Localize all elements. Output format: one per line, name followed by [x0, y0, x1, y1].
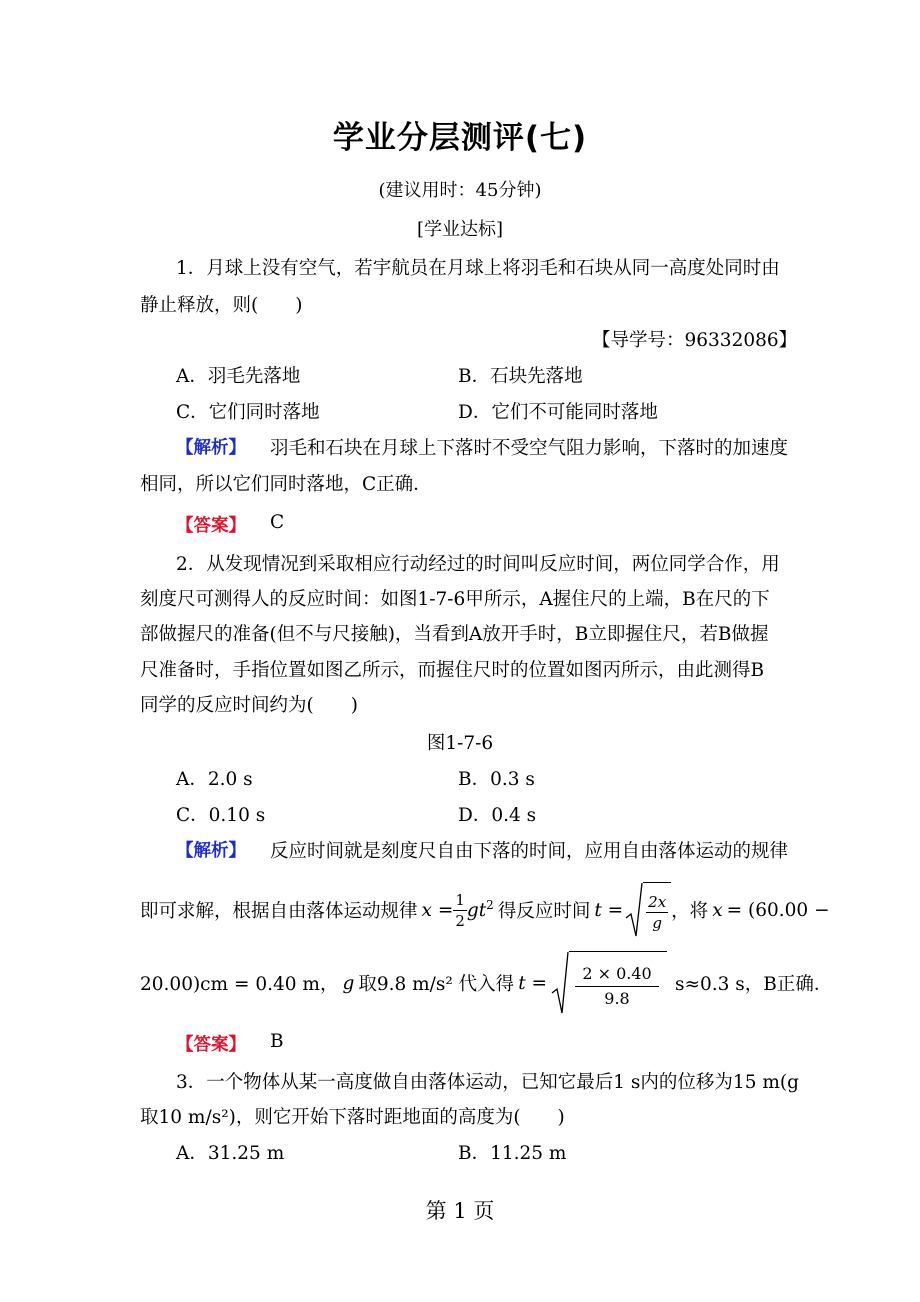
- q2-option-b: B．0.3 s: [458, 769, 535, 790]
- radical-sign-icon: [551, 951, 569, 1015]
- analysis-text: s≈0.3 s，B正确．: [675, 974, 833, 995]
- q2-answer: B: [270, 1031, 284, 1052]
- q1-stem-line1: 1．月球上没有空气，若宇航员在月球上将羽毛和石块从同一高度处同时由: [176, 258, 780, 279]
- q3-option-a: A．31.25 m: [176, 1143, 285, 1164]
- q3-stem-line2: 取10 m/s²)，则它开始下落时距地面的高度为( ): [140, 1107, 565, 1128]
- q3-option-b: B．11.25 m: [458, 1143, 567, 1164]
- q1-analysis-line1: 羽毛和石块在月球上下落时不受空气阻力影响，下落时的加速度: [270, 438, 789, 459]
- analysis-label-text: 【解析】: [176, 438, 246, 458]
- q1-analysis-label: [176, 434, 246, 459]
- answer-label-text: 【答案】: [176, 1035, 246, 1055]
- q2-stem-line2: 刻度尺可测得人的反应时间：如图1-7-6甲所示，A握住尺的上端，B在尺的下: [140, 589, 770, 610]
- q1-option-d: D．它们不可能同时落地: [458, 402, 658, 423]
- q2-analysis-label: [176, 837, 246, 862]
- page-title: 学业分层测评(七): [332, 120, 588, 156]
- analysis-text: 得反应时间: [497, 901, 591, 922]
- q2-stem-line5: 同学的反应时间约为( ): [140, 695, 358, 716]
- analysis-text: 20.00)cm = 0.40 m，: [140, 974, 339, 995]
- analysis-text: 即可求解，根据自由落体运动规律: [140, 901, 418, 922]
- q1-answer-label: [176, 512, 246, 537]
- q1-reference-number: 【导学号：96332086】: [592, 330, 798, 351]
- q1-option-a: A．羽毛先落地: [176, 366, 301, 387]
- q1-answer: C: [270, 512, 285, 533]
- q2-stem-line3: 部做握尺的准备(但不与尺接触)，当看到A放开手时，B立即握住尺，若B做握: [140, 624, 769, 645]
- q2-stem-line1: 2．从发现情况到采取相应行动经过的时间叫反应时间，两位同学合作，用: [176, 554, 780, 575]
- analysis-text: 取9.8 m/s² 代入得: [358, 974, 515, 995]
- analysis-label-text: 【解析】: [176, 841, 246, 861]
- answer-label-text: 【答案】: [176, 516, 246, 536]
- q1-analysis-line2: 相同，所以它们同时落地，C正确．: [140, 474, 432, 495]
- q2-option-c: C．0.10 s: [176, 805, 266, 826]
- q2-analysis-line2: 即可求解，根据自由落体运动规律 x = $\frac{1}{2}$ $gt^2$ 得反应时间 t = $\frac{2x}{g}$ ，将 x = (60.00 −: [140, 880, 830, 940]
- q1-option-c: C．它们同时落地: [176, 402, 320, 423]
- page-footer: 第 1 页: [425, 1199, 495, 1223]
- q1-option-b: B．石块先落地: [458, 366, 583, 387]
- analysis-text: = (60.00 −: [726, 899, 830, 921]
- sqrt-formula-2: $\frac{2 \times 0.40}{9.8}$: [551, 951, 667, 1015]
- q2-analysis-line3: 20.00)cm = 0.40 m， g 取9.8 m/s² 代入得 t = $\frac{2 \times 0.40}{9.8}$ s≈0.3 s，B正确．: [140, 950, 832, 1016]
- suggested-time: (建议用时：45分钟): [378, 180, 542, 201]
- radical-sign-icon: [625, 882, 643, 938]
- figure-caption: 图1-7-6: [426, 733, 494, 754]
- fraction-half: $\frac{1}{2}$: [455, 890, 465, 930]
- sqrt-formula-1: $\frac{2x}{g}$: [625, 882, 671, 938]
- q2-option-d: D．0.4 s: [458, 805, 537, 826]
- q2-stem-line4: 尺准备时，手指位置如图乙所示，而握住尺时的位置如图丙所示，由此测得B: [140, 660, 765, 681]
- analysis-text: ，将: [671, 901, 709, 922]
- q2-answer-label: [176, 1031, 246, 1056]
- section-heading: [学业达标]: [416, 219, 504, 240]
- q2-option-a: A．2.0 s: [176, 769, 253, 790]
- q1-stem-line2: 静止释放，则( ): [140, 295, 303, 316]
- q2-analysis-line1: 反应时间就是刻度尺自由下落的时间，应用自由落体运动的规律: [270, 841, 789, 862]
- q3-stem-line1: 3．一个物体从某一高度做自由落体运动，已知它最后1 s内的位移为15 m(g: [176, 1072, 799, 1093]
